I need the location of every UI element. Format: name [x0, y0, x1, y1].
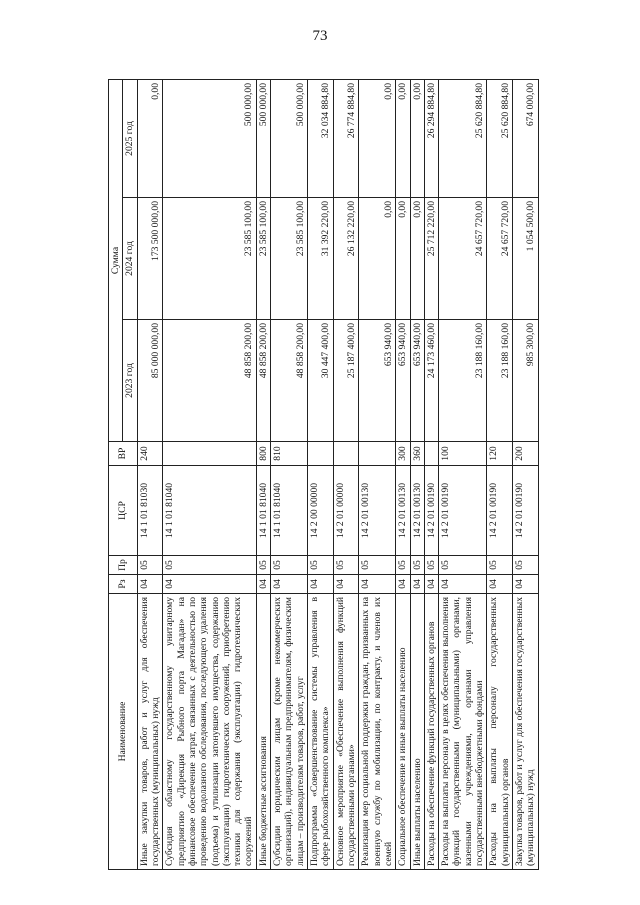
row-2025-cell: 25 620 884,80 — [439, 80, 487, 198]
row-2024-cell: 173 500 000,00 — [137, 198, 163, 320]
row-csr-cell: 14 1 01 81040 — [256, 466, 270, 556]
page-number: 73 — [312, 28, 328, 44]
row-2024-cell: 0,00 — [410, 198, 424, 320]
row-2025-cell: 0,00 — [396, 80, 410, 198]
table-row — [163, 80, 257, 870]
budget-table — [108, 79, 539, 870]
row-csr-cell: 14 2 01 00130 — [410, 466, 424, 556]
row-rz-cell: 04 — [513, 575, 539, 594]
row-pr-cell: 05 — [137, 556, 163, 575]
row-pr-cell: 05 — [424, 556, 438, 575]
table-header-row — [109, 80, 123, 870]
row-2023-cell: 653 940,00 — [410, 320, 424, 442]
row-rz-cell: 04 — [359, 575, 396, 594]
row-name-cell: Основное мероприятие «Обеспечение выполнения функций государственными органами» — [333, 594, 359, 870]
row-2025-cell: 500 000,00 — [163, 80, 257, 198]
row-csr-cell: 14 2 01 00190 — [487, 466, 513, 556]
row-vr-cell: 120 — [487, 442, 513, 466]
row-pr-cell: 05 — [396, 556, 410, 575]
row-rz-cell: 04 — [439, 575, 487, 594]
header-csr: ЦСР — [109, 466, 138, 556]
row-2024-cell: 23 585 100,00 — [163, 198, 257, 320]
row-2023-cell: 653 940,00 — [359, 320, 396, 442]
row-2025-cell: 0,00 — [410, 80, 424, 198]
row-vr-cell — [163, 442, 257, 466]
row-2025-cell: 674 000,00 — [513, 80, 539, 198]
row-name-cell: Расходы на обеспечение функций государственных органов — [424, 594, 438, 870]
row-vr-cell: 240 — [137, 442, 163, 466]
row-2024-cell: 23 585 100,00 — [271, 198, 308, 320]
row-2023-cell: 48 858 200,00 — [256, 320, 270, 442]
row-pr-cell: 05 — [308, 556, 334, 575]
row-2023-cell: 30 447 400,00 — [308, 320, 334, 442]
table-row — [439, 80, 487, 870]
row-2023-cell: 24 173 460,00 — [424, 320, 438, 442]
row-rz-cell: 04 — [487, 575, 513, 594]
row-vr-cell: 100 — [439, 442, 487, 466]
table-row — [271, 80, 308, 870]
table-row — [137, 80, 163, 870]
row-2025-cell: 500 000,00 — [271, 80, 308, 198]
row-2025-cell: 26 294 884,80 — [424, 80, 438, 198]
row-2025-cell: 25 620 884,80 — [487, 80, 513, 198]
row-2024-cell: 26 132 220,00 — [333, 198, 359, 320]
row-name-cell: Иные закупки товаров, работ и услуг для обеспечения государственных (муниципальных) нужд — [137, 594, 163, 870]
row-pr-cell: 05 — [271, 556, 308, 575]
row-name-cell: Подпрограмма «Совершенствование системы управления в сфере рыбохозяйственного комплекса» — [308, 594, 334, 870]
table-row — [396, 80, 410, 870]
row-vr-cell — [424, 442, 438, 466]
row-2023-cell: 48 858 200,00 — [163, 320, 257, 442]
row-name-cell: Закупка товаров, работ и услуг для обеспечения государственных (муниципальных) нужд — [513, 594, 539, 870]
row-rz-cell: 04 — [410, 575, 424, 594]
row-name-cell: Субсидии юридическим лицам (кроме некоммерческих организаций), индивидуальным предпринимателям, физическим лицам – производителям товаров, работ, услуг — [271, 594, 308, 870]
row-rz-cell: 04 — [163, 575, 257, 594]
header-2023: 2023 год — [123, 320, 137, 442]
header-sum: Сумма — [109, 80, 123, 442]
header-rz: Рз — [109, 575, 138, 594]
row-2024-cell: 0,00 — [359, 198, 396, 320]
row-csr-cell: 14 2 01 00000 — [333, 466, 359, 556]
row-vr-cell: 810 — [271, 442, 308, 466]
row-pr-cell: 05 — [256, 556, 270, 575]
row-2024-cell: 0,00 — [396, 198, 410, 320]
row-2025-cell: 0,00 — [359, 80, 396, 198]
row-pr-cell: 05 — [359, 556, 396, 575]
row-csr-cell: 14 2 00 00000 — [308, 466, 334, 556]
row-csr-cell: 14 1 01 81030 — [137, 466, 163, 556]
row-2023-cell: 985 300,00 — [513, 320, 539, 442]
table-row — [410, 80, 424, 870]
row-2024-cell: 24 657 720,00 — [487, 198, 513, 320]
row-pr-cell: 05 — [163, 556, 257, 575]
row-name-cell: Иные выплаты населению — [410, 594, 424, 870]
row-2024-cell: 1 054 500,00 — [513, 198, 539, 320]
row-2023-cell: 25 187 400,00 — [333, 320, 359, 442]
row-vr-cell — [308, 442, 334, 466]
header-name: Наименование — [109, 594, 138, 870]
row-pr-cell: 05 — [513, 556, 539, 575]
table-row — [256, 80, 270, 870]
row-name-cell: Расходы на выплаты персоналу в целях обеспечения выполнения функций государственными (муниципальными) органами, казенными учреждениями, органами управления государственными внебюджетными фондами — [439, 594, 487, 870]
header-pr: Пр — [109, 556, 138, 575]
row-name-cell: Реализация мер социальной поддержки граждан, призванных на военную службу по мобилизации, по контракту, и членов их семей — [359, 594, 396, 870]
row-name-cell: Социальное обеспечение и иные выплаты населению — [396, 594, 410, 870]
table-row — [513, 80, 539, 870]
row-2024-cell: 25 712 220,00 — [424, 198, 438, 320]
row-2024-cell: 24 657 720,00 — [439, 198, 487, 320]
row-2025-cell: 0,00 — [137, 80, 163, 198]
row-vr-cell — [333, 442, 359, 466]
row-rz-cell: 04 — [308, 575, 334, 594]
table-row — [359, 80, 396, 870]
row-vr-cell: 300 — [396, 442, 410, 466]
row-2025-cell: 32 034 884,80 — [308, 80, 334, 198]
budget-table-container — [108, 80, 538, 870]
row-2023-cell: 23 188 160,00 — [439, 320, 487, 442]
row-2024-cell: 23 585 100,00 — [256, 198, 270, 320]
row-vr-cell — [359, 442, 396, 466]
table-row — [487, 80, 513, 870]
row-csr-cell: 14 2 01 00190 — [439, 466, 487, 556]
row-csr-cell: 14 2 01 00130 — [359, 466, 396, 556]
row-csr-cell: 14 1 01 81040 — [271, 466, 308, 556]
row-csr-cell: 14 2 01 00130 — [396, 466, 410, 556]
header-2024: 2024 год — [123, 198, 137, 320]
row-name-cell: Субсидия областному государственному унитарному предприятию «Дирекция Рыбного порта Магадан» на финансовое обеспечение затрат, связанных с деятельностью по проведению водолазного обследования, последующего удаления (подъема) и утилизации затонувшего имущества, содержанию (эксплуатации) гидротехнических сооружений, приобретению техники для содержания (эксплуатации) гидротехнических сооружений — [163, 594, 257, 870]
header-2025: 2025 год — [123, 80, 137, 198]
header-vr: ВР — [109, 442, 138, 466]
row-2024-cell: 31 392 220,00 — [308, 198, 334, 320]
row-vr-cell: 800 — [256, 442, 270, 466]
row-csr-cell: 14 2 01 00190 — [424, 466, 438, 556]
row-csr-cell: 14 2 01 00190 — [513, 466, 539, 556]
row-csr-cell: 14 1 01 81040 — [163, 466, 257, 556]
row-2023-cell: 653 940,00 — [396, 320, 410, 442]
table-row — [333, 80, 359, 870]
row-pr-cell: 05 — [487, 556, 513, 575]
table-row — [424, 80, 438, 870]
row-vr-cell: 200 — [513, 442, 539, 466]
table-row — [308, 80, 334, 870]
row-rz-cell: 04 — [256, 575, 270, 594]
row-pr-cell: 05 — [439, 556, 487, 575]
row-name-cell: Иные бюджетные ассигнования — [256, 594, 270, 870]
row-2023-cell: 85 000 000,00 — [137, 320, 163, 442]
row-rz-cell: 04 — [424, 575, 438, 594]
row-rz-cell: 04 — [271, 575, 308, 594]
row-2025-cell: 26 774 884,80 — [333, 80, 359, 198]
row-rz-cell: 04 — [137, 575, 163, 594]
row-2025-cell: 500 000,00 — [256, 80, 270, 198]
row-pr-cell: 05 — [333, 556, 359, 575]
row-2023-cell: 48 858 200,00 — [271, 320, 308, 442]
row-rz-cell: 04 — [396, 575, 410, 594]
row-2023-cell: 23 188 160,00 — [487, 320, 513, 442]
row-pr-cell: 05 — [410, 556, 424, 575]
row-vr-cell: 360 — [410, 442, 424, 466]
row-rz-cell: 04 — [333, 575, 359, 594]
row-name-cell: Расходы на выплаты персоналу государственных (муниципальных) органов — [487, 594, 513, 870]
